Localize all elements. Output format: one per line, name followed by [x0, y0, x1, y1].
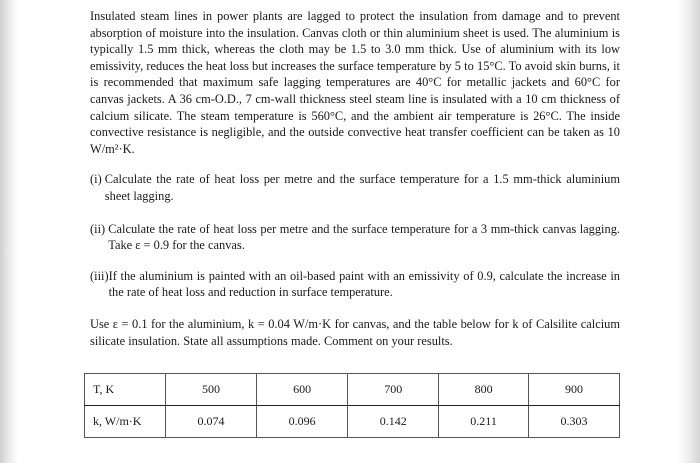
question-number: (i) [90, 172, 105, 187]
conductivity-table [84, 373, 620, 438]
table-cell: 900 [528, 374, 619, 406]
intro-paragraph: Insulated steam lines in power plants are lagged to protect the insulation from damage and to prevent absorption of moisture into the insulation. Canvas cloth or thin aluminium sheet is used. The aluminium is typically 1.5 mm thick, whereas the cloth may be 1.5 to 3.0 mm thick. Use of aluminium with its low emissivity, reduces the heat loss but increases the surface temperature by 5 to 15°C. To avoid skin burns, it is recommended that maximum safe lagging temperatures are 40°C for metallic jackets and 60°C for canvas jackets. A 36 cm-O.D., 7 cm-wall thickness steel steam line is insulated with a 10 cm thickness of calcium silicate. The steam temperature is 560°C, and the ambient air temperature is 26°C. The inside convective resistance is negligible, and the outside convective heat transfer coefficient can be taken as 10 W/m²·K. [90, 9, 620, 156]
question-text: If the aluminium is painted with an oil-based paint with an emissivity of 0.9, calculate the increase in the rate of heat loss and reduction in surface temperature. [108, 268, 620, 300]
question-number: (ii) [90, 221, 109, 236]
table-cell: 0.142 [348, 406, 439, 438]
table-cell: 0.211 [439, 406, 529, 438]
table-row-conductivity [85, 406, 620, 438]
table-cell: 600 [257, 374, 348, 406]
table-cell: 700 [348, 374, 439, 406]
table-cell: 0.096 [257, 406, 348, 438]
question-text: Calculate the rate of heat loss per metre and the surface temperature for a 1.5 mm-thick aluminium sheet lagging. [104, 172, 620, 203]
problem-text [90, 8, 620, 349]
question-i [90, 171, 620, 204]
use-note: Use ε = 0.1 for the aluminium, k = 0.04 W/m·K for canvas, and the table below for k of Calsilite calcium silicate insulation. State all assumptions made. Comment on your results. [90, 316, 620, 348]
question-text: Calculate the rate of heat loss per metre and the surface temperature for a 3 mm-thick canvas lagging. Take ε = 0.9 for the canvas. [108, 221, 620, 253]
row-header-temperature: T, K [85, 374, 166, 406]
table-cell: 800 [439, 374, 529, 406]
page-shadow-right [678, 0, 700, 463]
table-cell: 0.074 [166, 406, 257, 438]
table-row-temperature [85, 374, 620, 406]
question-iii [90, 268, 620, 301]
question-number: (iii) [90, 268, 109, 283]
question-ii [90, 221, 620, 254]
page-shadow-left [0, 0, 18, 463]
row-header-conductivity: k, W/m·K [85, 406, 166, 438]
table-cell: 0.303 [528, 406, 619, 438]
table-cell: 500 [166, 374, 257, 406]
